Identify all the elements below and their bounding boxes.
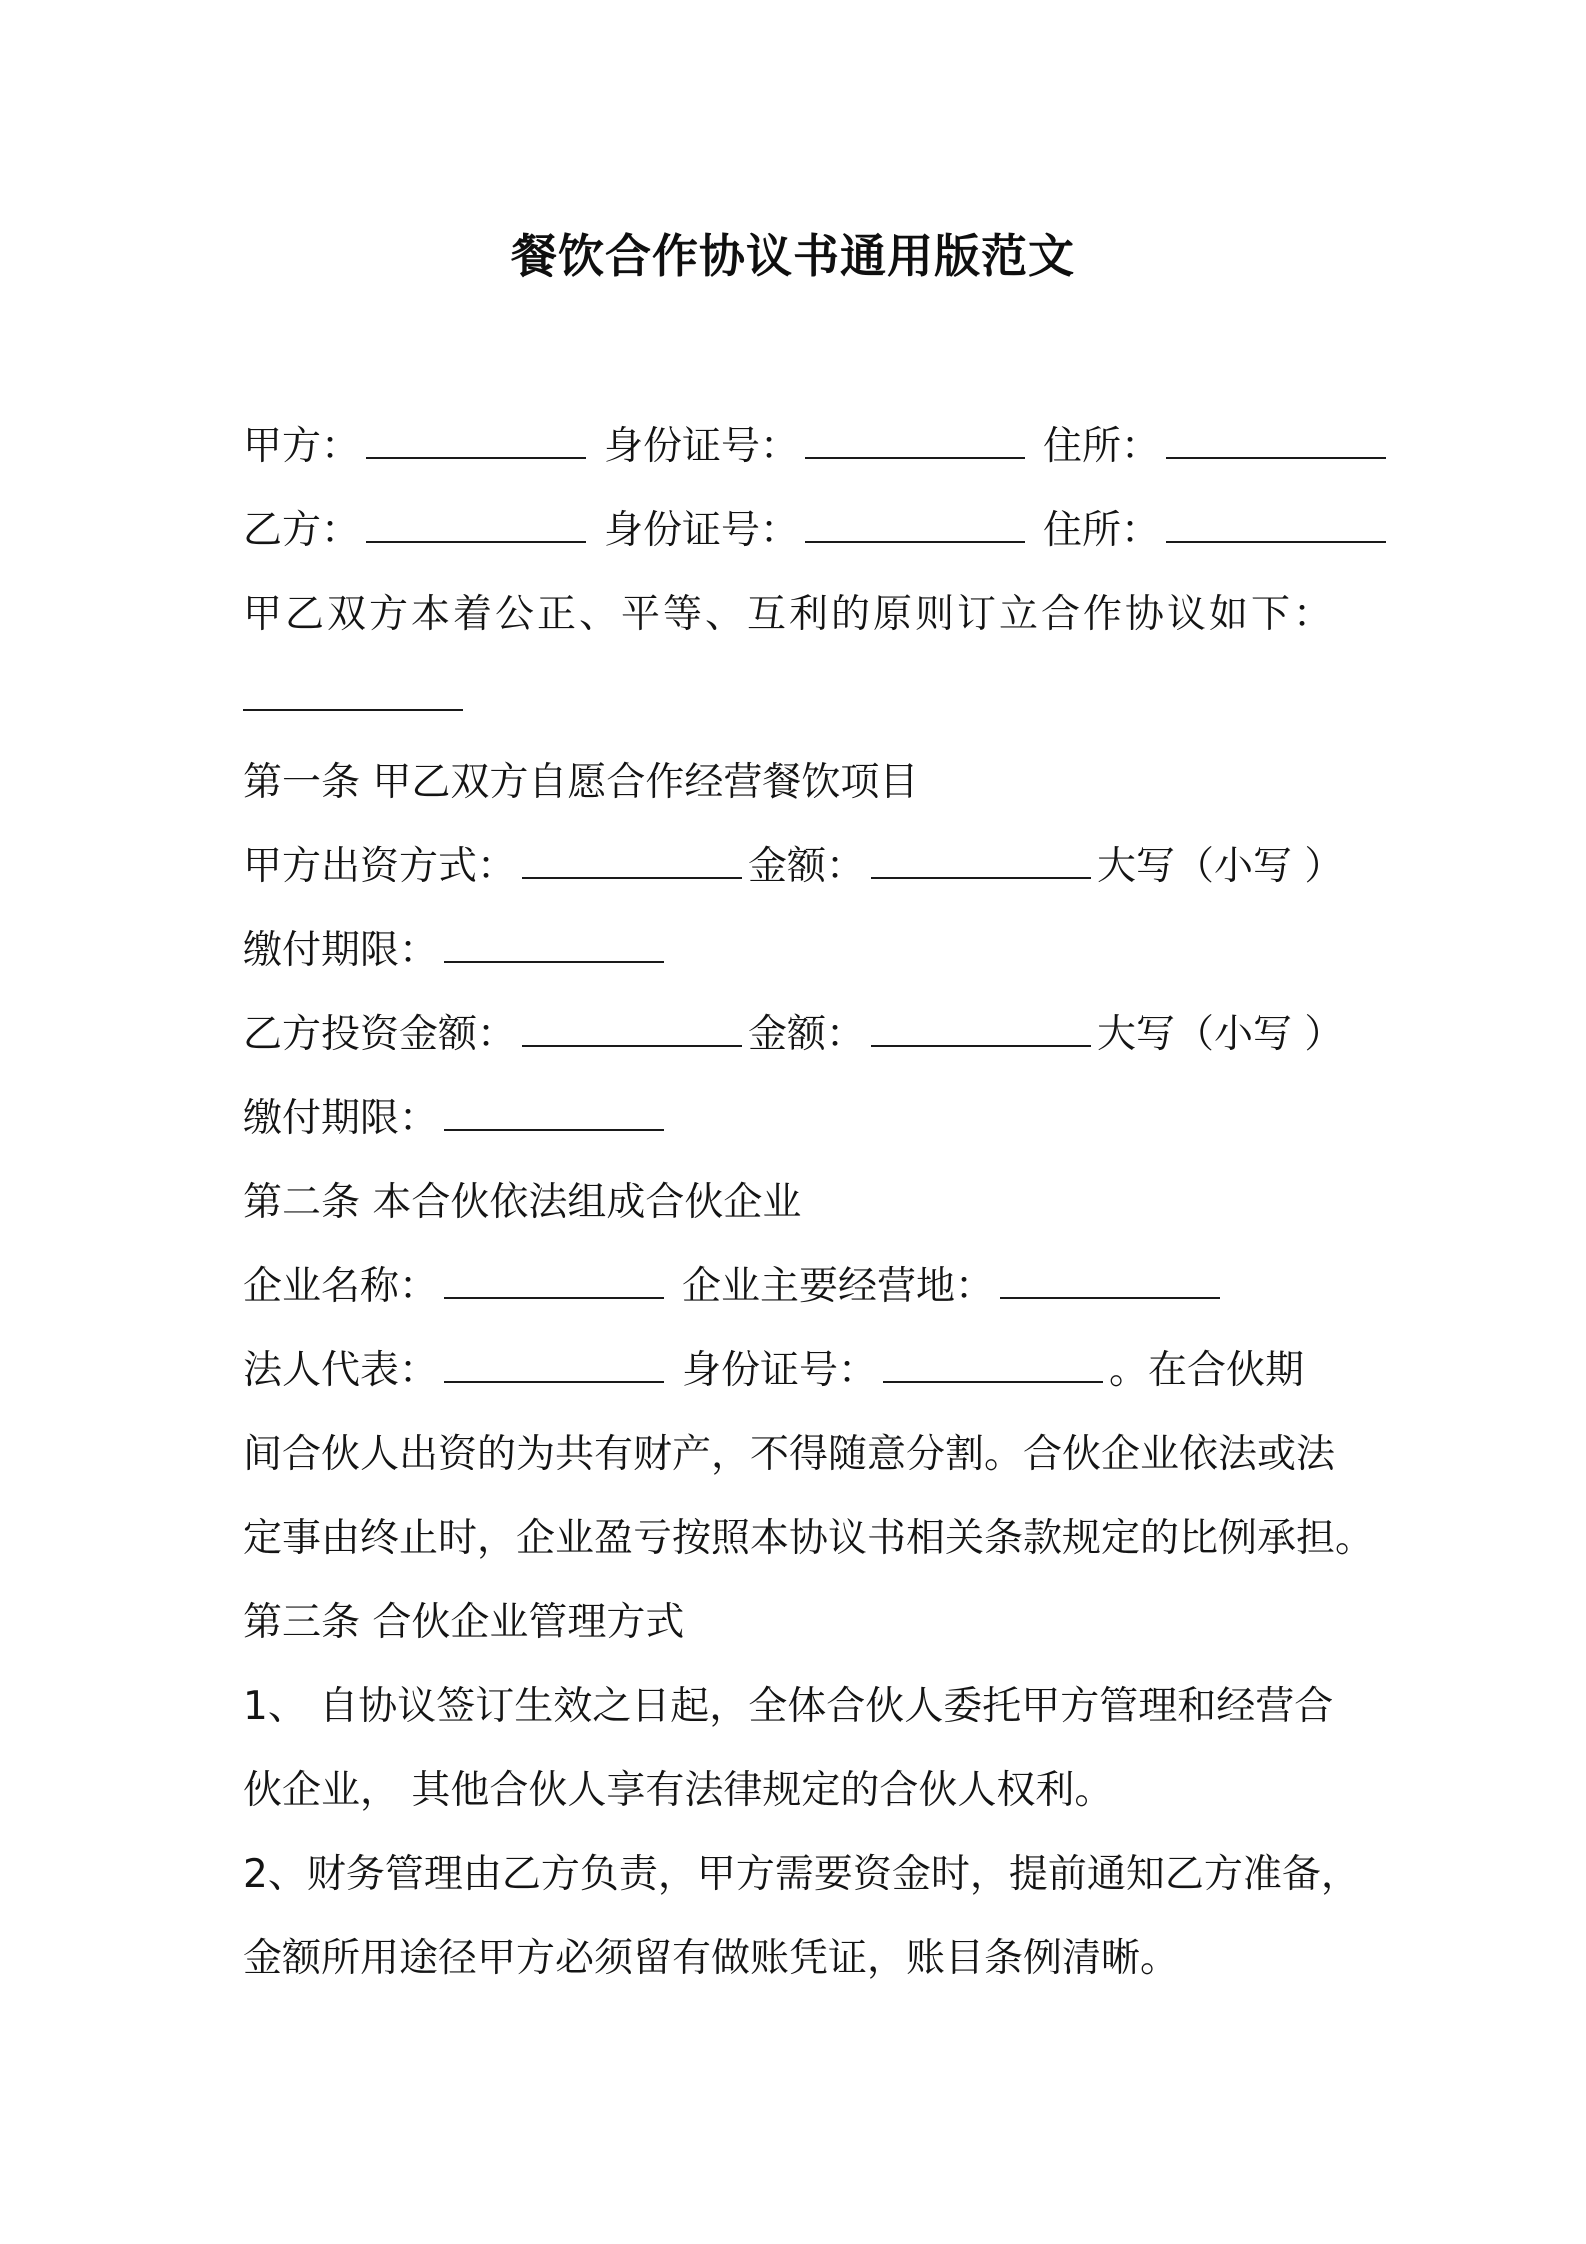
b-invest-amount-label: 乙方投资金额： [243,1012,517,1057]
party-a-line [243,405,1383,489]
clause2-line-a: 2、财务管理由乙方负责，甲方需要资金时，提前通知乙方准备， [243,1852,1360,1897]
clause1-line-a: 1、 自协议签订生效之日起，全体合伙人委托甲方管理和经营合 [243,1684,1334,1729]
b-invest-amount-blank [522,1015,742,1047]
article2-text-1: 。在合伙期 [1109,1348,1305,1393]
b-payment-deadline-label: 缴付期限： [243,1096,439,1141]
a-amount-label: 金额： [748,844,866,889]
legal-rep-id-blank [883,1351,1103,1383]
party-a-address-blank [1166,427,1386,459]
b-payment-deadline-line [243,1077,1383,1161]
b-capital-small-label: 大写（小写 ） [1097,1012,1344,1057]
b-amount-label: 金额： [748,1012,866,1057]
company-line [243,1245,1383,1329]
a-payment-deadline-line [243,909,1383,993]
party-a-name-blank [366,427,586,459]
party-a-address-label: 住所： [1043,424,1161,469]
document-body [243,405,1383,2001]
article1-heading: 第一条 甲乙双方自愿合作经营餐饮项目 [243,760,919,805]
legal-rep-label: 法人代表： [243,1348,439,1393]
legal-rep-blank [444,1351,664,1383]
intro-blank [243,679,463,711]
a-payment-deadline-label: 缴付期限： [243,928,439,973]
party-a-id-blank [805,427,1025,459]
party-a-label: 甲方： [243,424,361,469]
company-location-label: 企业主要经营地： [682,1264,995,1309]
legal-rep-id-label: 身份证号： [682,1348,878,1393]
clause2-line-b: 金额所用途径甲方必须留有做账凭证，账目条例清晰。 [243,1936,1180,1981]
article3-heading: 第三条 合伙企业管理方式 [243,1600,685,1645]
clause1-line-b: 伙企业， 其他合伙人享有法律规定的合伙人权利。 [243,1768,1114,1813]
company-name-label: 企业名称： [243,1264,439,1309]
legal-rep-line [243,1329,1383,1413]
article2-heading: 第二条 本合伙依法组成合伙企业 [243,1180,802,1225]
a-payment-deadline-blank [444,931,664,963]
document-title: 餐饮合作协议书通用版范文 [511,229,1075,283]
party-b-name-blank [366,511,586,543]
party-b-address-label: 住所： [1043,508,1161,553]
party-a-id-label: 身份证号： [604,424,800,469]
a-invest-method-blank [522,847,742,879]
party-b-id-label: 身份证号： [604,508,800,553]
party-b-address-blank [1166,511,1386,543]
article2-text-3: 定事由终止时，企业盈亏按照本协议书相关条款规定的比例承担。 [243,1516,1375,1561]
party-b-investment-line [243,993,1383,1077]
b-payment-deadline-blank [444,1099,664,1131]
intro-blank-line [243,657,1383,741]
company-name-blank [444,1267,664,1299]
party-b-id-blank [805,511,1025,543]
a-capital-small-label: 大写（小写 ） [1097,844,1344,889]
intro-line: 甲乙双方本着公正、平等、互利的原则订立合作协议如下： [243,592,1336,637]
article2-text-2: 间合伙人出资的为共有财产，不得随意分割。合伙企业依法或法 [243,1432,1336,1477]
company-location-blank [1000,1267,1220,1299]
a-amount-blank [871,847,1091,879]
a-invest-method-label: 甲方出资方式： [243,844,517,889]
party-b-line [243,489,1383,573]
party-b-label: 乙方： [243,508,361,553]
b-amount-blank [871,1015,1091,1047]
party-a-investment-line [243,825,1383,909]
